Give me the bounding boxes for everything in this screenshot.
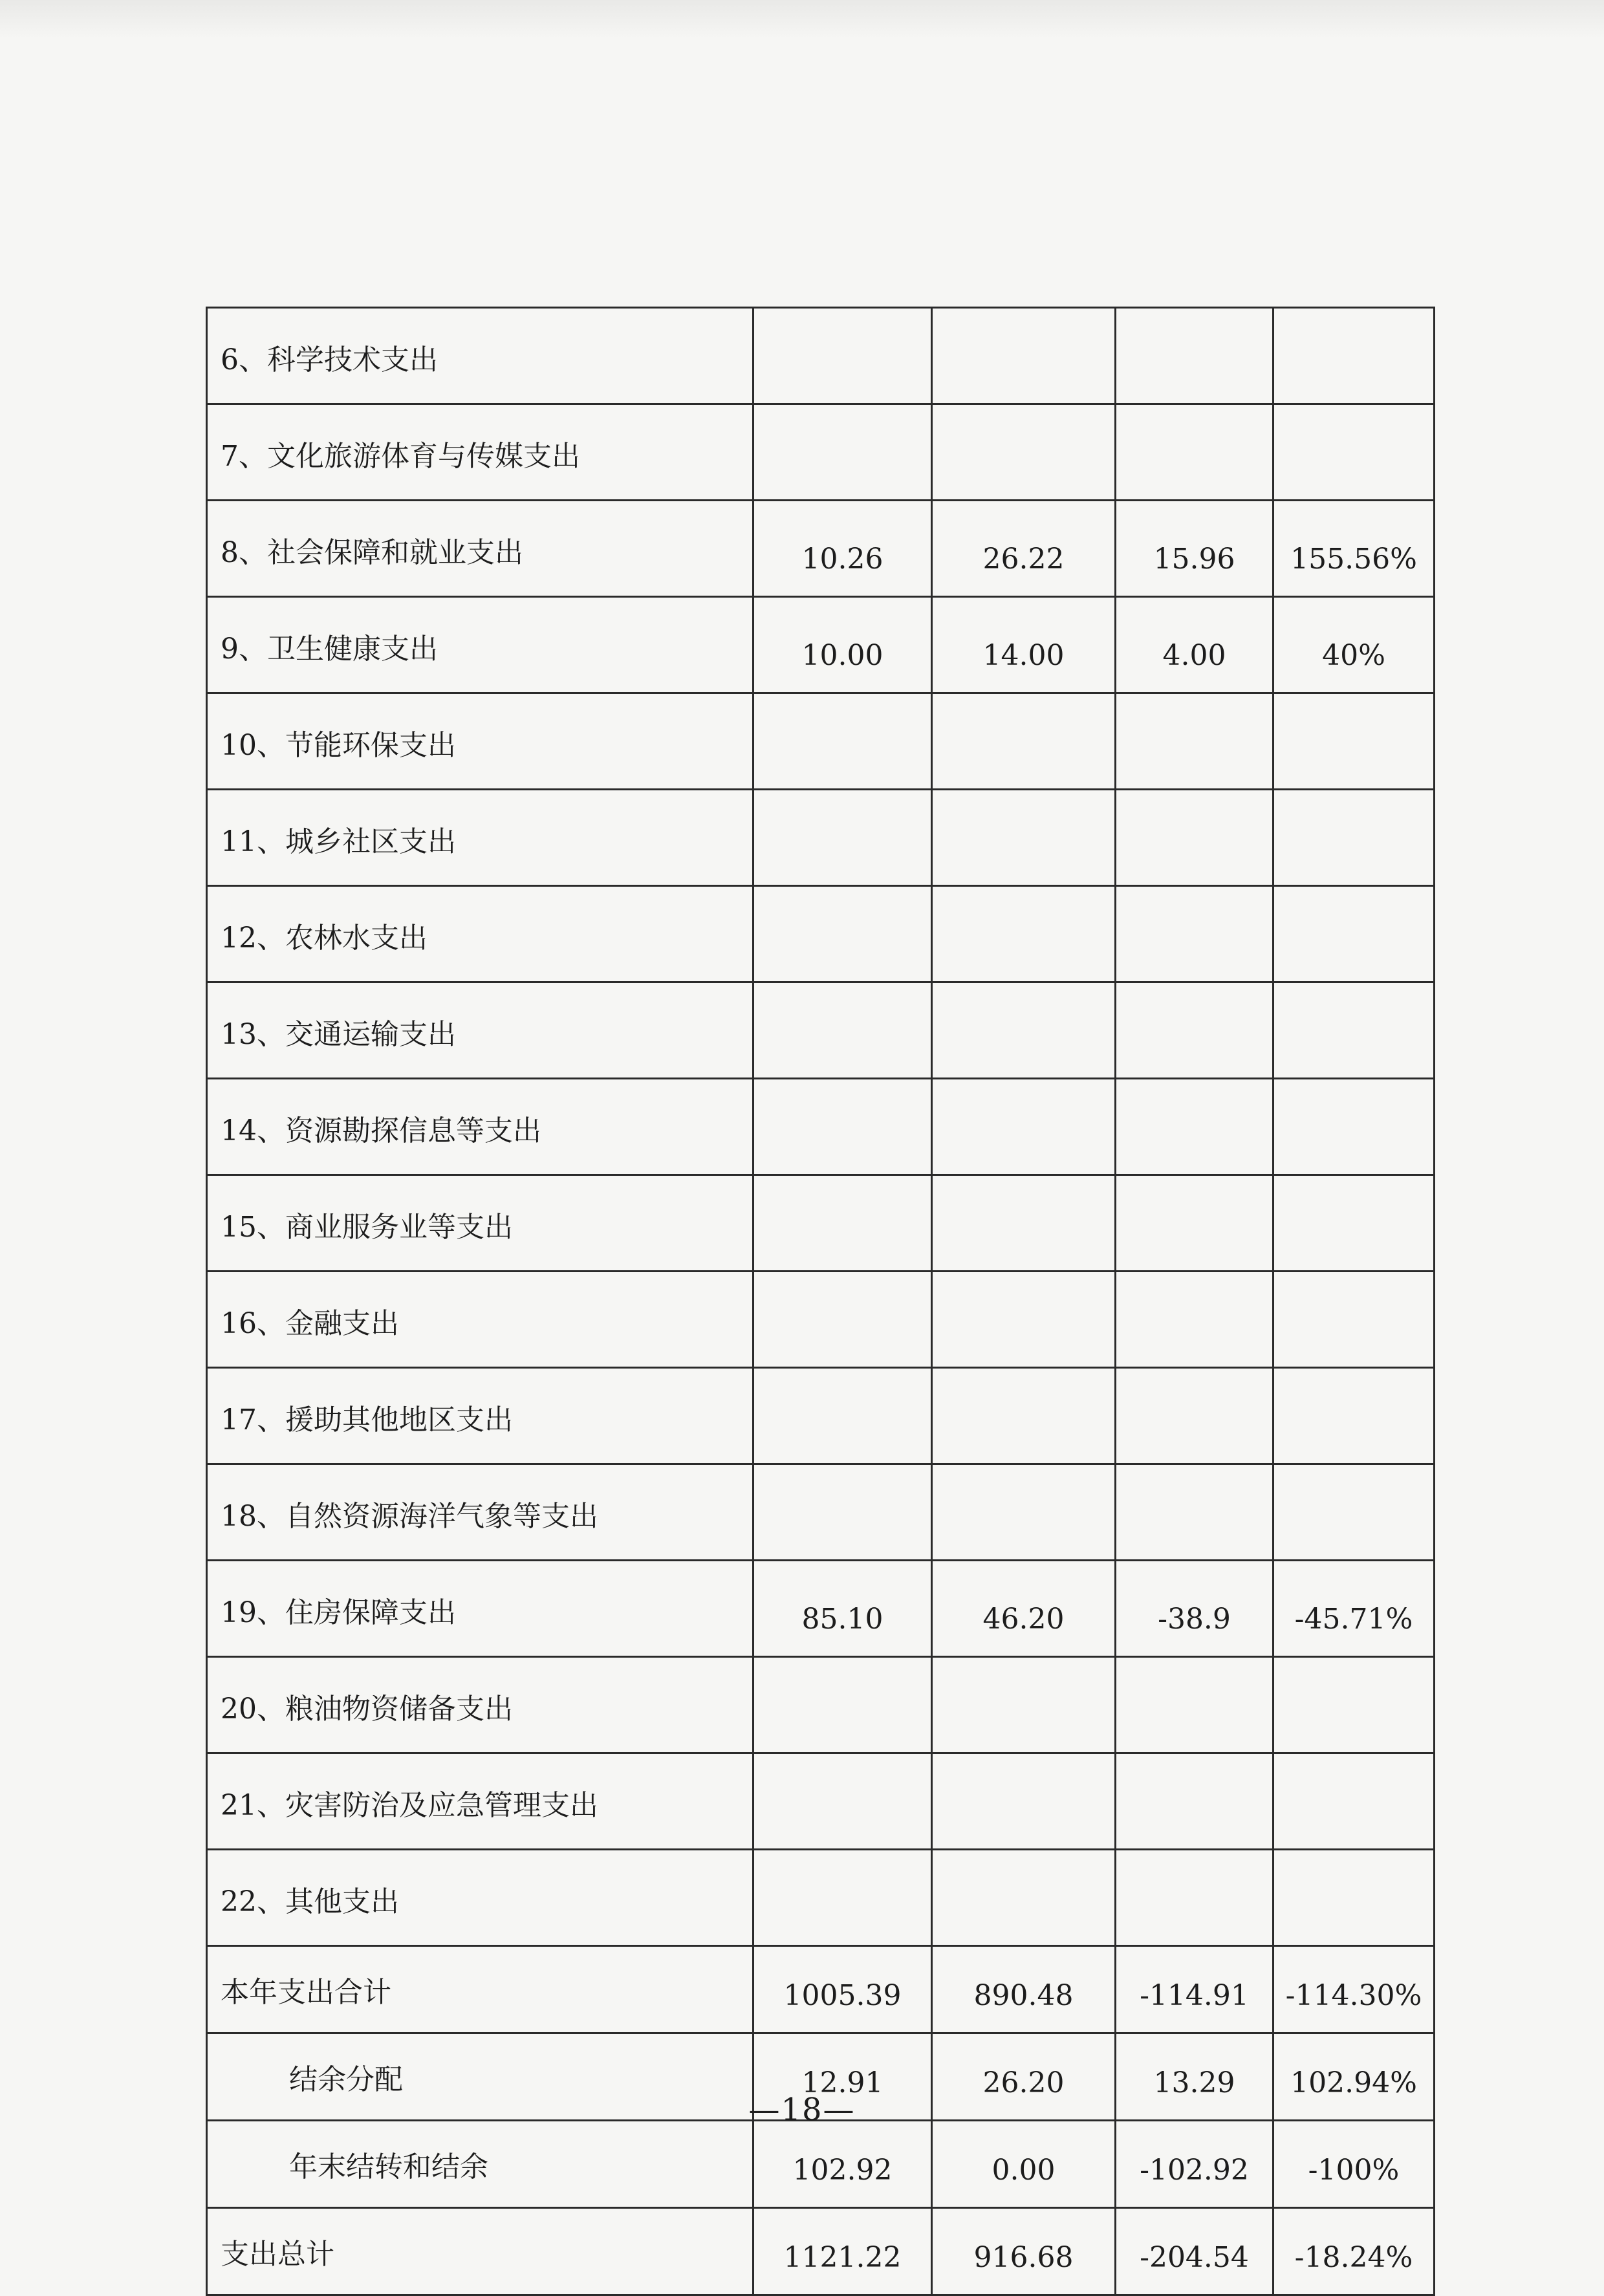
current-year-cell: 46.20 <box>932 1561 1116 1657</box>
table-row <box>207 1561 1435 1657</box>
expenditure-table <box>206 307 1435 2296</box>
current-year-cell <box>932 404 1116 501</box>
row-label-cell: 支出总计 <box>207 2208 753 2295</box>
table-row <box>207 501 1435 597</box>
prior-year-cell <box>753 886 932 982</box>
row-label-cell: 18、自然资源海洋气象等支出 <box>207 1464 753 1561</box>
change-rate-cell <box>1273 790 1435 886</box>
change-rate-cell: -18.24% <box>1273 2208 1435 2295</box>
change-amount-cell <box>1116 790 1273 886</box>
prior-year-cell <box>753 1850 932 1946</box>
current-year-cell <box>932 790 1116 886</box>
prior-year-cell <box>753 1175 932 1272</box>
change-amount-cell <box>1116 982 1273 1079</box>
change-rate-cell <box>1273 1368 1435 1464</box>
table-row <box>207 1946 1435 2033</box>
change-amount-cell <box>1116 1175 1273 1272</box>
row-label-cell: 17、援助其他地区支出 <box>207 1368 753 1464</box>
table-row <box>207 790 1435 886</box>
row-label-cell: 10、节能环保支出 <box>207 693 753 790</box>
prior-year-cell <box>753 1753 932 1850</box>
change-amount-cell <box>1116 1657 1273 1753</box>
change-rate-cell: 102.94% <box>1273 2033 1435 2121</box>
prior-year-cell: 102.92 <box>753 2121 932 2208</box>
current-year-cell <box>932 308 1116 404</box>
change-amount-cell: 13.29 <box>1116 2033 1273 2121</box>
prior-year-cell <box>753 1657 932 1753</box>
row-label-cell: 16、金融支出 <box>207 1272 753 1368</box>
table-row <box>207 2208 1435 2295</box>
prior-year-cell: 1121.22 <box>753 2208 932 2295</box>
table-row <box>207 1079 1435 1175</box>
current-year-cell: 890.48 <box>932 1946 1116 2033</box>
row-label-cell: 8、社会保障和就业支出 <box>207 501 753 597</box>
table-row <box>207 404 1435 501</box>
current-year-cell <box>932 1079 1116 1175</box>
change-rate-cell <box>1273 1272 1435 1368</box>
row-label-cell: 结余分配 <box>207 2033 753 2121</box>
change-amount-cell <box>1116 1753 1273 1850</box>
prior-year-cell <box>753 1464 932 1561</box>
current-year-cell <box>932 982 1116 1079</box>
change-rate-cell <box>1273 1079 1435 1175</box>
prior-year-cell <box>753 982 932 1079</box>
change-amount-cell <box>1116 1850 1273 1946</box>
current-year-cell <box>932 1175 1116 1272</box>
prior-year-cell <box>753 308 932 404</box>
row-label-cell: 11、城乡社区支出 <box>207 790 753 886</box>
current-year-cell <box>932 1272 1116 1368</box>
current-year-cell <box>932 1368 1116 1464</box>
table-row <box>207 597 1435 693</box>
table-body <box>207 308 1435 2295</box>
scan-edge-shadow <box>0 0 1604 39</box>
change-rate-cell <box>1273 1657 1435 1753</box>
current-year-cell <box>932 1464 1116 1561</box>
table-row <box>207 2121 1435 2208</box>
current-year-cell <box>932 1657 1116 1753</box>
table-row <box>207 886 1435 982</box>
prior-year-cell <box>753 1272 932 1368</box>
current-year-cell <box>932 1753 1116 1850</box>
change-amount-cell <box>1116 404 1273 501</box>
row-label-cell: 22、其他支出 <box>207 1850 753 1946</box>
change-amount-cell: -102.92 <box>1116 2121 1273 2208</box>
prior-year-cell: 1005.39 <box>753 1946 932 2033</box>
prior-year-cell <box>753 1079 932 1175</box>
current-year-cell <box>932 693 1116 790</box>
prior-year-cell: 10.26 <box>753 501 932 597</box>
row-label-cell: 年末结转和结余 <box>207 2121 753 2208</box>
current-year-cell: 14.00 <box>932 597 1116 693</box>
change-amount-cell <box>1116 886 1273 982</box>
change-amount-cell: -204.54 <box>1116 2208 1273 2295</box>
row-label-cell: 21、灾害防治及应急管理支出 <box>207 1753 753 1850</box>
row-label-cell: 9、卫生健康支出 <box>207 597 753 693</box>
change-rate-cell <box>1273 1464 1435 1561</box>
table-row <box>207 1368 1435 1464</box>
page-number: —18— <box>748 2092 856 2128</box>
table-row <box>207 1272 1435 1368</box>
row-label-cell: 14、资源勘探信息等支出 <box>207 1079 753 1175</box>
change-rate-cell: 155.56% <box>1273 501 1435 597</box>
change-amount-cell: 15.96 <box>1116 501 1273 597</box>
current-year-cell: 916.68 <box>932 2208 1116 2295</box>
change-rate-cell: 40% <box>1273 597 1435 693</box>
change-rate-cell <box>1273 693 1435 790</box>
current-year-cell <box>932 1850 1116 1946</box>
prior-year-cell: 85.10 <box>753 1561 932 1657</box>
row-label-cell: 13、交通运输支出 <box>207 982 753 1079</box>
prior-year-cell <box>753 1368 932 1464</box>
table-row <box>207 693 1435 790</box>
change-rate-cell <box>1273 404 1435 501</box>
change-amount-cell: 4.00 <box>1116 597 1273 693</box>
change-rate-cell <box>1273 1753 1435 1850</box>
table-row <box>207 308 1435 404</box>
prior-year-cell: 10.00 <box>753 597 932 693</box>
change-amount-cell <box>1116 308 1273 404</box>
table-row <box>207 1850 1435 1946</box>
change-amount-cell: -38.9 <box>1116 1561 1273 1657</box>
table-row <box>207 1175 1435 1272</box>
prior-year-cell <box>753 693 932 790</box>
prior-year-cell: 12.91 <box>753 2033 932 2121</box>
change-amount-cell <box>1116 693 1273 790</box>
current-year-cell: 0.00 <box>932 2121 1116 2208</box>
row-label-cell: 15、商业服务业等支出 <box>207 1175 753 1272</box>
row-label-cell: 6、科学技术支出 <box>207 308 753 404</box>
change-amount-cell <box>1116 1272 1273 1368</box>
table-row <box>207 1753 1435 1850</box>
change-rate-cell: -114.30% <box>1273 1946 1435 2033</box>
current-year-cell <box>932 886 1116 982</box>
change-rate-cell: -100% <box>1273 2121 1435 2208</box>
change-rate-cell <box>1273 886 1435 982</box>
row-label-cell: 本年支出合计 <box>207 1946 753 2033</box>
change-rate-cell <box>1273 1850 1435 1946</box>
table-row <box>207 982 1435 1079</box>
row-label-cell: 7、文化旅游体育与传媒支出 <box>207 404 753 501</box>
table-row <box>207 1464 1435 1561</box>
row-label-cell: 20、粮油物资储备支出 <box>207 1657 753 1753</box>
change-amount-cell <box>1116 1368 1273 1464</box>
prior-year-cell <box>753 790 932 886</box>
prior-year-cell <box>753 404 932 501</box>
change-rate-cell: -45.71% <box>1273 1561 1435 1657</box>
change-amount-cell <box>1116 1079 1273 1175</box>
current-year-cell: 26.22 <box>932 501 1116 597</box>
change-rate-cell <box>1273 982 1435 1079</box>
current-year-cell: 26.20 <box>932 2033 1116 2121</box>
change-amount-cell <box>1116 1464 1273 1561</box>
change-rate-cell <box>1273 1175 1435 1272</box>
change-rate-cell <box>1273 308 1435 404</box>
row-label-cell: 12、农林水支出 <box>207 886 753 982</box>
table-row <box>207 1657 1435 1753</box>
row-label-cell: 19、住房保障支出 <box>207 1561 753 1657</box>
change-amount-cell: -114.91 <box>1116 1946 1273 2033</box>
